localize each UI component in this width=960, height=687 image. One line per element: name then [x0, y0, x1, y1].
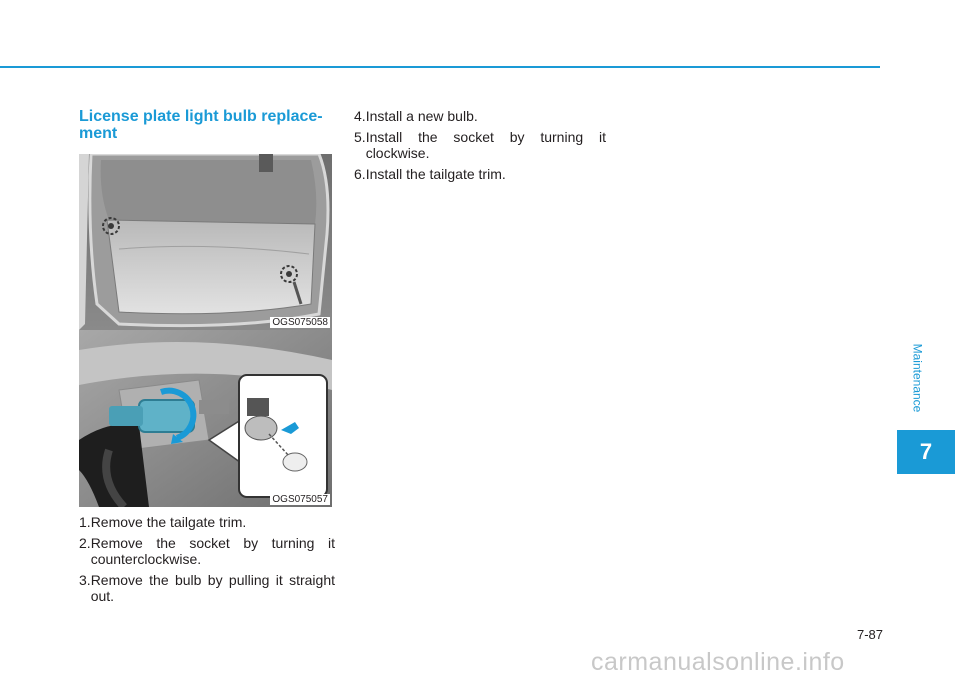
steps-list-left [79, 514, 335, 609]
step-number: 6. [354, 165, 366, 182]
header-rule [0, 66, 880, 68]
step-number: 1. [79, 514, 91, 530]
step-number: 3. [79, 571, 91, 588]
page-number: 7-87 [856, 627, 883, 642]
list-item [354, 166, 606, 183]
step-text: Remove the tailgate trim. [90, 514, 247, 530]
list-item [354, 108, 606, 125]
list-item [79, 514, 335, 531]
step-number: 2. [79, 534, 91, 551]
step-text: Install the socket by turning it clockwise. [365, 128, 606, 161]
tailgate-trim-illustration [79, 154, 332, 330]
watermark: carmanualsonline.info [591, 648, 845, 676]
bulb-socket-illustration [79, 330, 332, 507]
figure-bulb-socket [79, 330, 332, 507]
chapter-side-label [904, 330, 930, 425]
figure-tailgate-trim [79, 154, 332, 330]
section-title: License plate light bulb replace- ment [79, 108, 323, 142]
list-item [79, 535, 335, 568]
chapter-tab [897, 430, 955, 474]
step-number: 5. [354, 128, 366, 145]
step-text: Remove the bulb by pulling it straight out. [90, 571, 335, 604]
figure-code: OGS075058 [272, 317, 328, 328]
step-number: 4. [354, 108, 366, 124]
list-item [354, 129, 606, 162]
step-text: Remove the socket by turning it counterclockwise. [90, 534, 335, 567]
step-text: Install a new bulb. [365, 108, 478, 124]
chapter-number: 7 [919, 439, 933, 464]
list-item [79, 572, 335, 605]
figure-code: OGS075057 [272, 494, 328, 505]
step-text: Install the tailgate trim. [365, 165, 506, 182]
steps-list-right [354, 108, 606, 186]
chapter-name: Maintenance [910, 343, 924, 412]
